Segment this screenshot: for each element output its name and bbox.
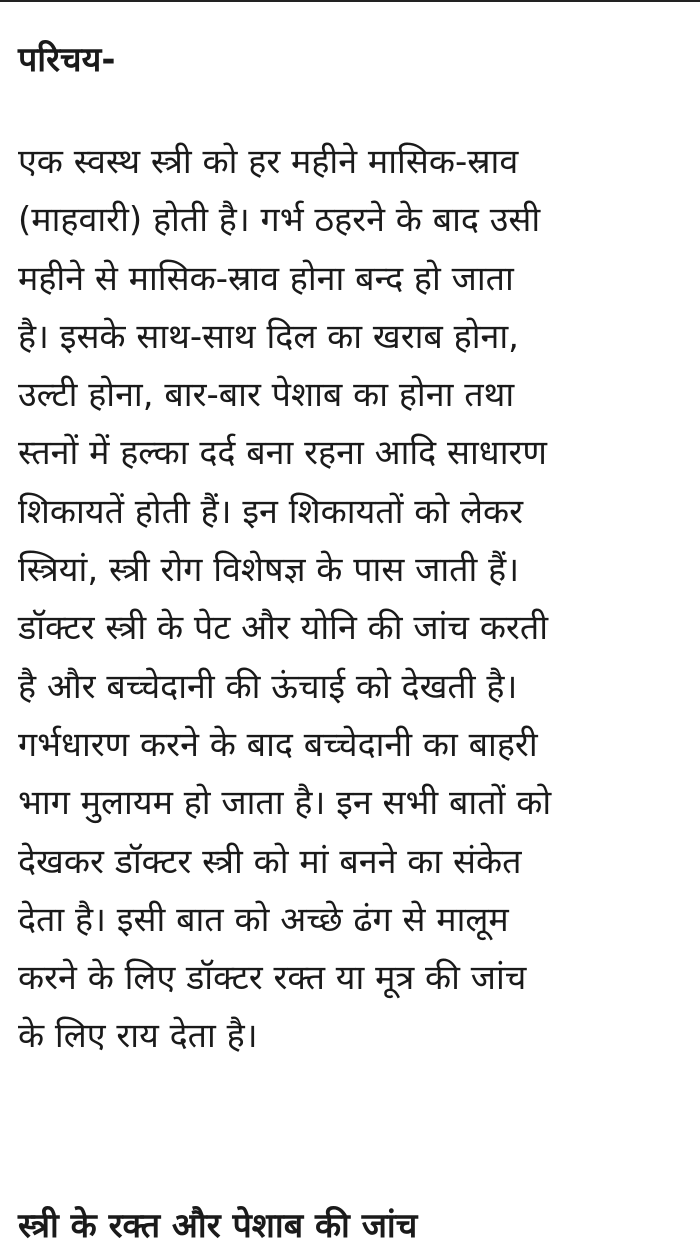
paragraph-line: देखकर डॉक्टर स्त्री को मां बनने का संकेत bbox=[18, 841, 522, 882]
paragraph-line: स्तनों में हल्का दर्द बना रहना आदि साधारण bbox=[18, 433, 548, 474]
paragraph-line: के लिए राय देता है। bbox=[18, 1016, 258, 1057]
paragraph-line: है। इसके साथ-साथ दिल का खराब होना, bbox=[18, 316, 519, 357]
paragraph-line: डॉक्टर स्त्री के पेट और योनि की जांच करती bbox=[18, 608, 549, 649]
paragraph-line: शिकायतें होती हैं। इन शिकायतों को लेकर bbox=[18, 491, 524, 532]
paragraph-line: है और बच्चेदानी की ऊंचाई को देखती है। bbox=[18, 666, 518, 707]
paragraph-line: देता है। इसी बात को अच्छे ढंग से मालूम bbox=[18, 899, 509, 940]
paragraph-line: स्त्रियां, स्त्री रोग विशेषज्ञ के पास जाती हैं। bbox=[18, 550, 520, 591]
paragraph-line: (माहवारी) होती है। गर्भ ठहरने के बाद उसी bbox=[18, 200, 541, 241]
paragraph-line: महीने से मासिक-स्राव होना बन्द हो जाता bbox=[18, 258, 514, 299]
paragraph-line: एक स्वस्थ स्त्री को हर महीने मासिक-स्राव bbox=[18, 142, 519, 182]
paragraph-line: उल्टी होना, बार-बार पेशाब का होना तथा bbox=[18, 375, 515, 416]
next-section-heading: स्त्री के रक्त और पेशाब की जांच bbox=[18, 1206, 418, 1246]
section-heading: परिचय- bbox=[18, 40, 116, 80]
paragraph-line: भाग मुलायम हो जाता है। इन सभी बातों को bbox=[18, 783, 552, 824]
paragraph-line: गर्भधारण करने के बाद बच्चेदानी का बाहरी bbox=[18, 724, 538, 765]
paragraph-line: करने के लिए डॉक्टर रक्त या मूत्र की जांच bbox=[18, 958, 527, 999]
top-divider bbox=[0, 0, 700, 2]
article-paragraph bbox=[18, 133, 688, 1066]
